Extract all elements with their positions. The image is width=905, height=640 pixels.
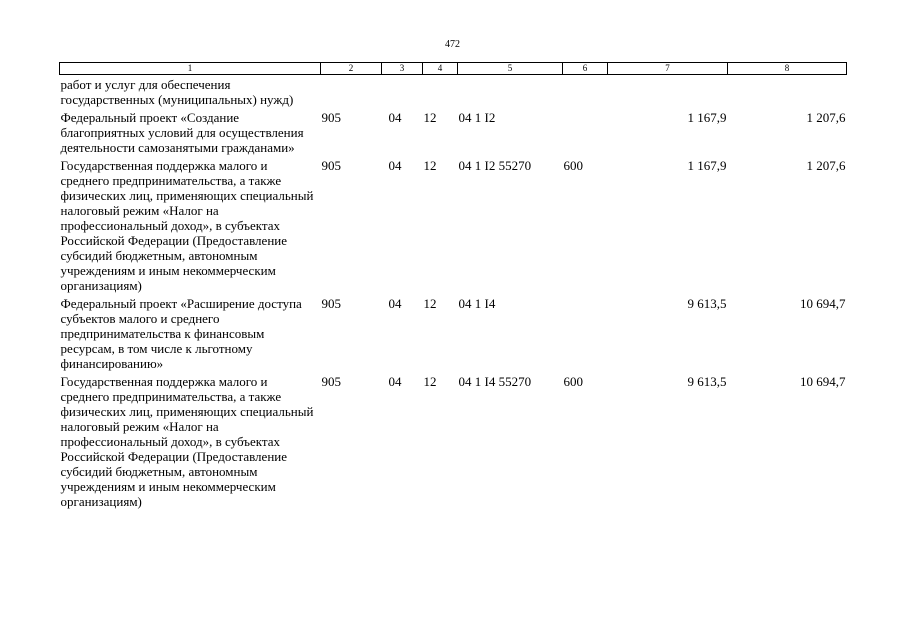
row-rz: 04 [388, 374, 402, 389]
row-glr: 905 [321, 374, 341, 389]
table-row [60, 75, 847, 108]
row-vr [563, 293, 608, 371]
row-vr: 600 [563, 158, 583, 173]
row-sum-2: 10 694,7 [800, 374, 846, 389]
row-pr: 12 [423, 374, 437, 389]
row-name: Государственная поддержка малого и среднего предпринимательства, а также физических лиц, применяющих специальный налоговый режим «Налог на профессиональный доход», в субъектах Российской Федерации (Предоставление субсидий бюджетным, автономным учреждениям и иным некоммерческим организациям) [60, 374, 314, 509]
row-sum-2: 10 694,7 [800, 296, 846, 311]
table-row [60, 107, 847, 155]
row-vr [563, 107, 608, 155]
header-col-6: 6 [563, 63, 608, 75]
row-name: Федеральный проект «Расширение доступа субъектов малого и среднего предпринимательства к финансовым ресурсам, в том числе к льготному финансированию» [60, 296, 302, 371]
header-col-4: 4 [423, 63, 458, 75]
row-csr: 04 1 I4 55270 [458, 374, 532, 389]
row-glr [321, 75, 382, 108]
table-row [60, 293, 847, 371]
row-pr: 12 [423, 296, 437, 311]
row-sum-1: 1 167,9 [687, 110, 727, 125]
budget-table [59, 62, 847, 509]
header-row [60, 63, 847, 75]
header-col-3: 3 [382, 63, 423, 75]
row-csr: 04 1 I2 [458, 110, 496, 125]
row-sum-1 [608, 75, 728, 108]
row-name: Государственная поддержка малого и среднего предпринимательства, а также физических лиц, применяющих специальный налоговый режим «Налог на профессиональный доход», в субъектах Российской Федерации (Предоставление субсидий бюджетным, автономным учреждениям и иным некоммерческим организациям) [60, 158, 314, 293]
header-col-7: 7 [608, 63, 728, 75]
row-glr: 905 [321, 110, 341, 125]
row-name: Федеральный проект «Создание благоприятных условий для осуществления деятельности самозанятыми гражданами» [60, 110, 304, 155]
table-row [60, 155, 847, 293]
row-csr: 04 1 I4 [458, 296, 496, 311]
row-csr [458, 75, 563, 108]
page-number: 472 [445, 39, 460, 50]
row-vr: 600 [563, 374, 583, 389]
row-name: работ и услуг для обеспечения государственных (муниципальных) нужд) [60, 77, 294, 107]
row-sum-1: 1 167,9 [687, 158, 727, 173]
row-rz: 04 [388, 296, 402, 311]
row-csr: 04 1 I2 55270 [458, 158, 532, 173]
row-sum-1: 9 613,5 [687, 374, 727, 389]
row-rz [382, 75, 423, 108]
header-col-2: 2 [321, 63, 382, 75]
table-row [60, 371, 847, 509]
row-rz: 04 [388, 158, 402, 173]
row-sum-2: 1 207,6 [806, 158, 846, 173]
table-body [60, 75, 847, 510]
row-rz: 04 [388, 110, 402, 125]
row-sum-2: 1 207,6 [806, 110, 846, 125]
table-header [60, 63, 847, 75]
header-col-8: 8 [728, 63, 847, 75]
row-pr: 12 [423, 158, 437, 173]
header-col-1: 1 [60, 63, 321, 75]
row-glr: 905 [321, 158, 341, 173]
row-sum-2 [728, 75, 847, 108]
row-pr [423, 75, 458, 108]
header-col-5: 5 [458, 63, 563, 75]
row-pr: 12 [423, 110, 437, 125]
row-vr [563, 75, 608, 108]
row-glr: 905 [321, 296, 341, 311]
row-sum-1: 9 613,5 [687, 296, 727, 311]
